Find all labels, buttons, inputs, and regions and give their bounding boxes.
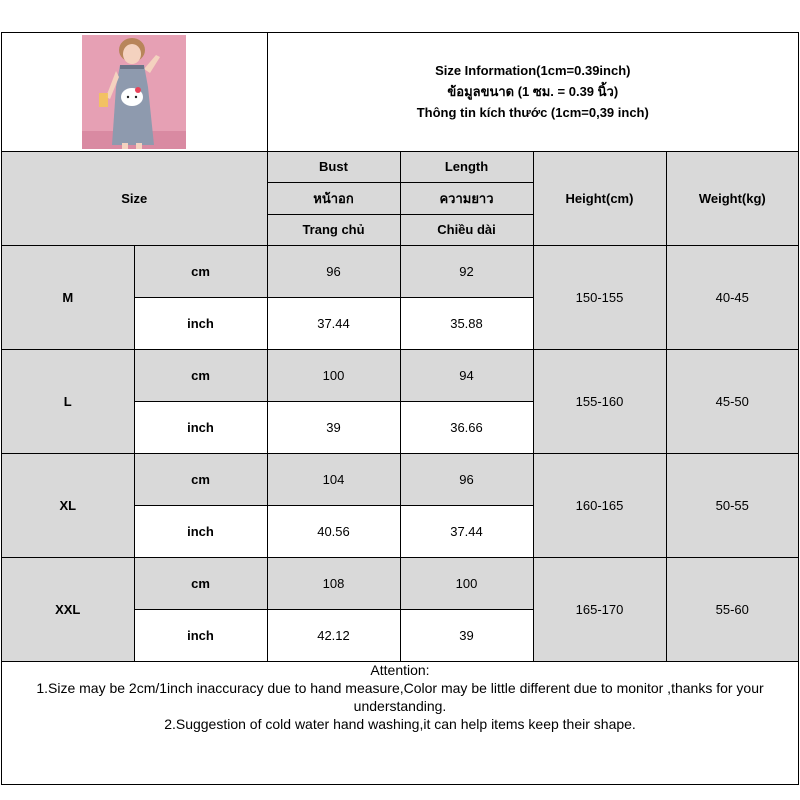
size-header: Size xyxy=(2,151,267,245)
length-header-vi: Chiều dài xyxy=(400,214,533,245)
table-row xyxy=(2,453,798,505)
length-inch-value: 39 xyxy=(400,609,533,661)
title-thai: ข้อมูลขนาด (1 ซม. = 0.39 นิ้ว) xyxy=(447,84,619,100)
length-cm-value: 100 xyxy=(400,557,533,609)
height-value: 150-155 xyxy=(533,245,666,349)
unit-cm-label: cm xyxy=(134,349,267,401)
unit-inch-label: inch xyxy=(134,401,267,453)
size-label-m: M xyxy=(2,245,134,349)
weight-value: 45-50 xyxy=(666,349,798,453)
note-washing: 2.Suggestion of cold water hand washing,it can help items keep their shape. xyxy=(164,716,636,732)
attention-heading: Attention: xyxy=(370,662,430,678)
length-cm-value: 92 xyxy=(400,245,533,297)
length-header-en: Length xyxy=(400,151,533,182)
height-value: 160-165 xyxy=(533,453,666,557)
bust-inch-value: 42.12 xyxy=(267,609,400,661)
length-header-th: ความยาว xyxy=(400,182,533,214)
model-photo-icon xyxy=(82,35,186,149)
bust-header-vi: Trang chủ xyxy=(267,214,400,245)
note-measurement: 1.Size may be 2cm/1inch inaccuracy due to hand measure,Color may be little different due to monitor ,thanks for your understanding. xyxy=(36,680,764,714)
unit-cm-label: cm xyxy=(134,453,267,505)
bust-inch-value: 37.44 xyxy=(267,297,400,349)
size-label-xl: XL xyxy=(2,453,134,557)
product-photo-cell xyxy=(2,33,267,151)
size-table xyxy=(2,33,798,662)
title-cell xyxy=(267,33,798,151)
unit-inch-label: inch xyxy=(134,505,267,557)
size-label-xxl: XXL xyxy=(2,557,134,661)
size-label-l: L xyxy=(2,349,134,453)
table-row xyxy=(2,349,798,401)
bust-header-en: Bust xyxy=(267,151,400,182)
title-vietnamese: Thông tin kích thước (1cm=0,39 inch) xyxy=(416,105,649,121)
weight-header: Weight(kg) xyxy=(666,151,798,245)
unit-cm-label: cm xyxy=(134,557,267,609)
bust-inch-value: 40.56 xyxy=(267,505,400,557)
length-cm-value: 94 xyxy=(400,349,533,401)
weight-value: 50-55 xyxy=(666,453,798,557)
height-value: 165-170 xyxy=(533,557,666,661)
bust-cm-value: 104 xyxy=(267,453,400,505)
weight-value: 55-60 xyxy=(666,557,798,661)
weight-value: 40-45 xyxy=(666,245,798,349)
bust-header-th: หน้าอก xyxy=(267,182,400,214)
size-chart-sheet xyxy=(1,32,799,785)
length-inch-value: 35.88 xyxy=(400,297,533,349)
unit-inch-label: inch xyxy=(134,609,267,661)
length-inch-value: 37.44 xyxy=(400,505,533,557)
attention-notes xyxy=(2,661,798,784)
unit-inch-label: inch xyxy=(134,297,267,349)
height-header: Height(cm) xyxy=(533,151,666,245)
bust-cm-value: 100 xyxy=(267,349,400,401)
title-english: Size Information(1cm=0.39inch) xyxy=(435,63,631,79)
height-value: 155-160 xyxy=(533,349,666,453)
length-cm-value: 96 xyxy=(400,453,533,505)
bust-cm-value: 108 xyxy=(267,557,400,609)
bust-cm-value: 96 xyxy=(267,245,400,297)
table-row xyxy=(2,245,798,297)
bust-inch-value: 39 xyxy=(267,401,400,453)
length-inch-value: 36.66 xyxy=(400,401,533,453)
unit-cm-label: cm xyxy=(134,245,267,297)
table-row xyxy=(2,557,798,609)
